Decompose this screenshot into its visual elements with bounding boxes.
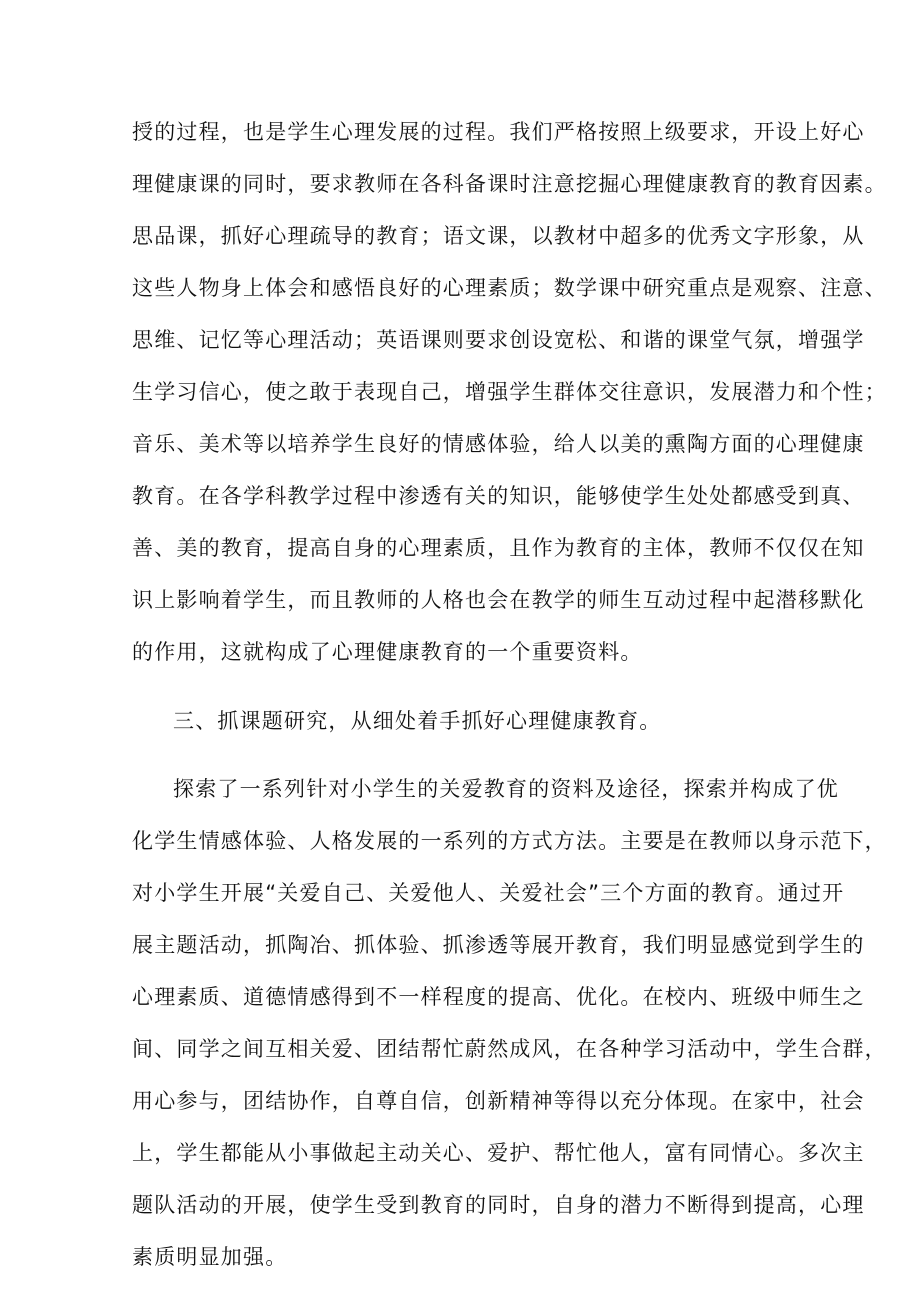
paragraph-1-line-8: 教育。在各学科教学过程中渗透有关的知识，能够使学生处处都感受到真、 bbox=[132, 484, 865, 508]
paragraph-1-line-2: 理健康课的同时，要求教师在各科备课时注意挖掘心理健康教育的教育因素。 bbox=[132, 172, 887, 196]
paragraph-1-line-5: 思维、记忆等心理活动；英语课则要求创设宽松、和谐的课堂气氛，增强学 bbox=[132, 328, 865, 352]
paragraph-2-line-7: 用心参与，团结协作，自尊自信，创新精神等得以充分体现。在家中，社会 bbox=[132, 1089, 865, 1113]
paragraph-2-line-6: 间、同学之间互相关爱、团结帮忙蔚然成风，在各种学习活动中，学生合群， bbox=[132, 1037, 887, 1061]
paragraph-2-line-1: 探索了一系列针对小学生的关爱教育的资料及途径，探索并构成了优 bbox=[173, 777, 839, 801]
paragraph-1-line-11: 的作用，这就构成了心理健康教育的一个重要资料。 bbox=[132, 640, 643, 664]
paragraph-1-line-4: 这些人物身上体会和感悟良好的心理素质；数学课中研究重点是观察、注意、 bbox=[132, 276, 887, 300]
paragraph-1-line-10: 识上影响着学生，而且教师的人格也会在教学的师生互动过程中起潜移默化 bbox=[132, 588, 865, 612]
paragraph-2-line-10: 素质明显加强。 bbox=[132, 1245, 288, 1269]
paragraph-1-line-1: 授的过程，也是学生心理发展的过程。我们严格按照上级要求，开设上好心 bbox=[132, 120, 865, 144]
section-3-heading: 三、抓课题研究，从细处着手抓好心理健康教育。 bbox=[173, 709, 662, 733]
paragraph-1-line-9: 善、美的教育，提高自身的心理素质，且作为教育的主体，教师不仅仅在知 bbox=[132, 536, 865, 560]
paragraph-1-line-7: 音乐、美术等以培养学生良好的情感体验，给人以美的熏陶方面的心理健康 bbox=[132, 432, 865, 456]
paragraph-2-line-9: 题队活动的开展，使学生受到教育的同时，自身的潜力不断得到提高，心理 bbox=[132, 1193, 865, 1217]
paragraph-2-line-3: 对小学生开展“关爱自己、关爱他人、关爱社会”三个方面的教育。通过开 bbox=[132, 881, 845, 905]
paragraph-2-line-4: 展主题活动，抓陶冶、抓体验、抓渗透等展开教育，我们明显感觉到学生的 bbox=[132, 933, 865, 957]
paragraph-1-line-6: 生学习信心，使之敢于表现自己，增强学生群体交往意识，发展潜力和个性； bbox=[132, 380, 887, 404]
paragraph-1-line-3: 思品课，抓好心理疏导的教育；语文课，以教材中超多的优秀文字形象，从 bbox=[132, 224, 865, 248]
paragraph-2-line-5: 心理素质、道德情感得到不一样程度的提高、优化。在校内、班级中师生之 bbox=[132, 985, 865, 1009]
paragraph-2-line-2: 化学生情感体验、人格发展的一系列的方式方法。主要是在教师以身示范下， bbox=[132, 829, 887, 853]
paragraph-2-line-8: 上，学生都能从小事做起主动关心、爱护、帮忙他人，富有同情心。多次主 bbox=[132, 1141, 865, 1165]
